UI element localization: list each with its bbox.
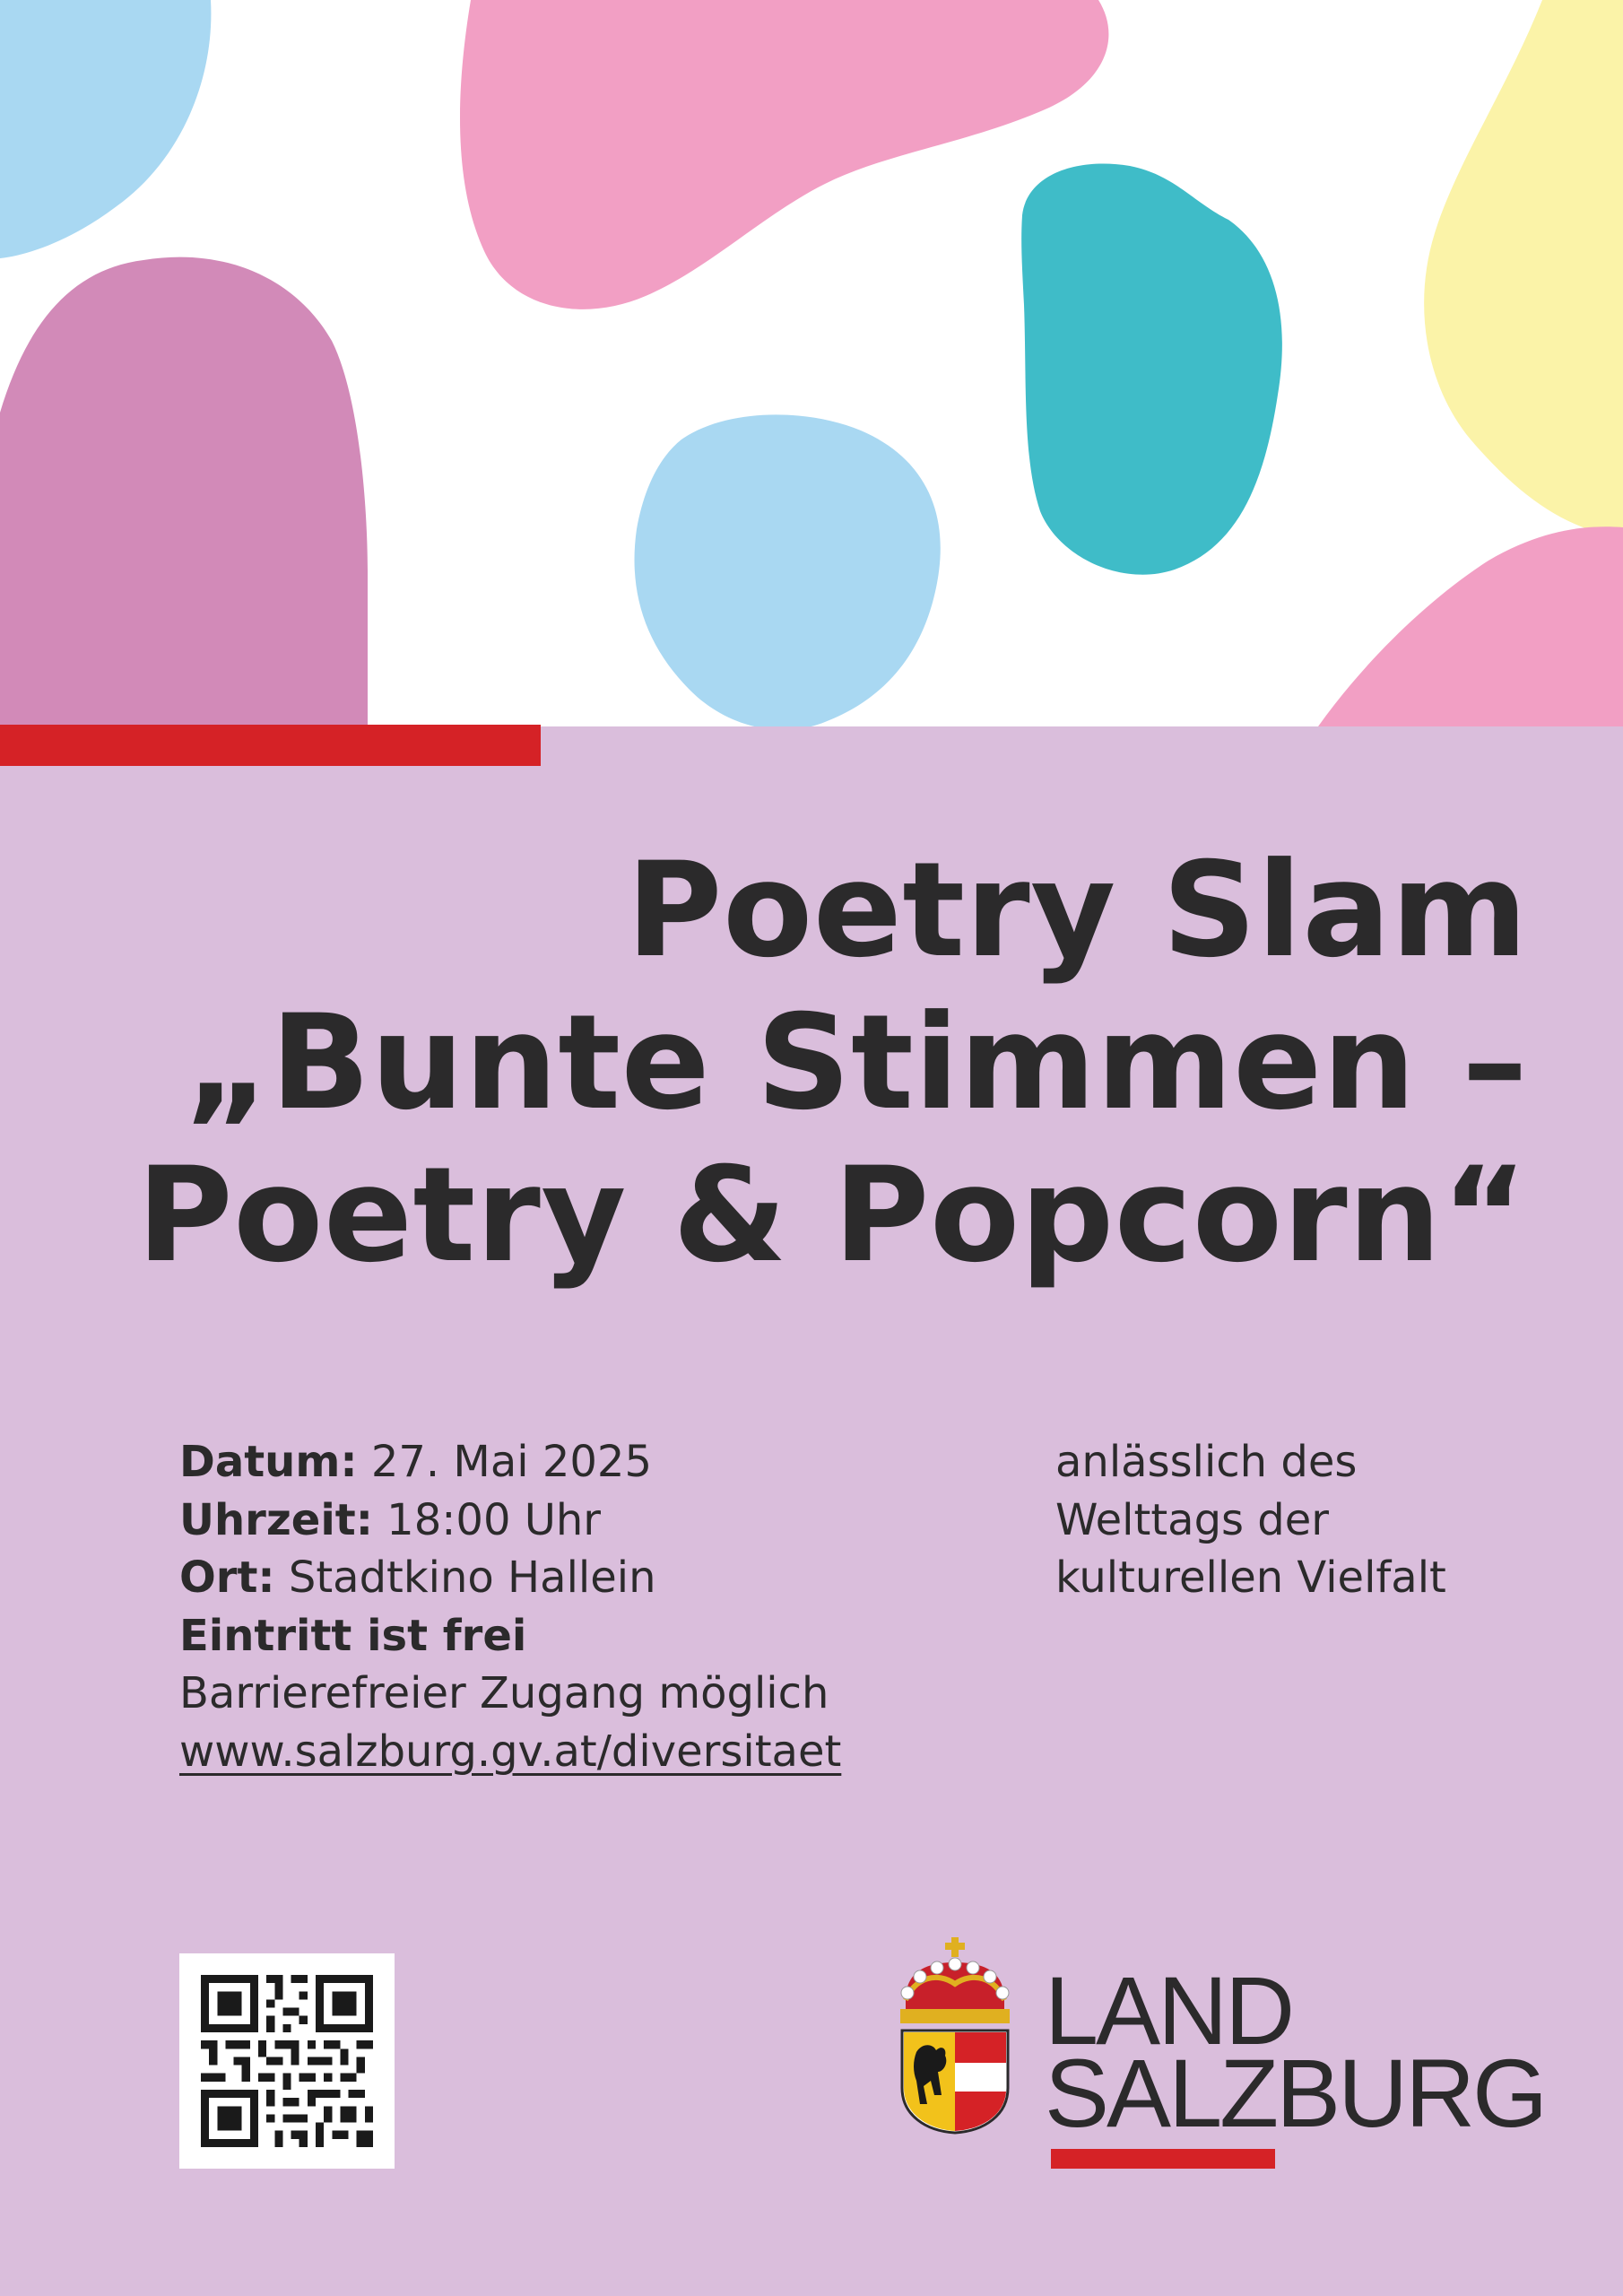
occasion-line-2: Welttags der <box>1055 1494 1330 1545</box>
entry-text: Eintritt ist frei <box>179 1610 527 1661</box>
blob-pink-top <box>460 0 1108 309</box>
accent-bar <box>0 725 541 766</box>
occasion-text <box>1055 1433 1446 1607</box>
date-row <box>179 1433 841 1492</box>
occasion-line-3: kulturellen Vielfalt <box>1055 1552 1446 1603</box>
blob-pink-bottom-right <box>1318 526 1623 726</box>
time-label: Uhrzeit: <box>179 1494 373 1545</box>
logo-underline <box>1051 2149 1275 2169</box>
place-value: Stadtkino Hallein <box>274 1552 656 1603</box>
blob-teal <box>1021 163 1282 574</box>
event-title <box>137 834 1528 1292</box>
place-row <box>179 1549 841 1607</box>
place-label: Ort: <box>179 1552 275 1603</box>
time-value: 18:00 Uhr <box>372 1494 602 1545</box>
event-details <box>179 1433 841 1780</box>
logo-word-salzburg: SALZBURG <box>1045 2039 1546 2147</box>
website-link[interactable]: www.salzburg.gv.at/diversitaet <box>179 1726 842 1777</box>
entry-row <box>179 1607 841 1665</box>
blob-mauve-left <box>0 257 368 726</box>
blob-light-blue-top-left <box>0 0 211 258</box>
logo-word-land: LAND <box>1045 1956 1293 2065</box>
decorative-header <box>0 0 1623 726</box>
color-blobs-illustration <box>0 0 1623 726</box>
date-label: Datum: <box>179 1437 358 1487</box>
title-line-1: Poetry Slam <box>626 834 1528 987</box>
qr-code[interactable] <box>179 1953 395 2169</box>
time-row <box>179 1492 841 1550</box>
salzburg-coat-of-arms-icon <box>897 1937 1013 2135</box>
title-line-3: Poetry & Popcorn“ <box>136 1139 1528 1292</box>
land-salzburg-logo <box>897 1937 1546 2172</box>
blob-light-blue-center <box>635 414 941 726</box>
title-line-2: „Bunte Stimmen – <box>184 987 1528 1139</box>
occasion-line-1: anlässlich des <box>1055 1437 1358 1487</box>
blob-yellow <box>1424 0 1623 538</box>
qr-code-icon <box>201 1975 373 2147</box>
access-text: Barrierefreier Zugang möglich <box>179 1668 829 1718</box>
date-value: 27. Mai 2025 <box>357 1437 652 1487</box>
